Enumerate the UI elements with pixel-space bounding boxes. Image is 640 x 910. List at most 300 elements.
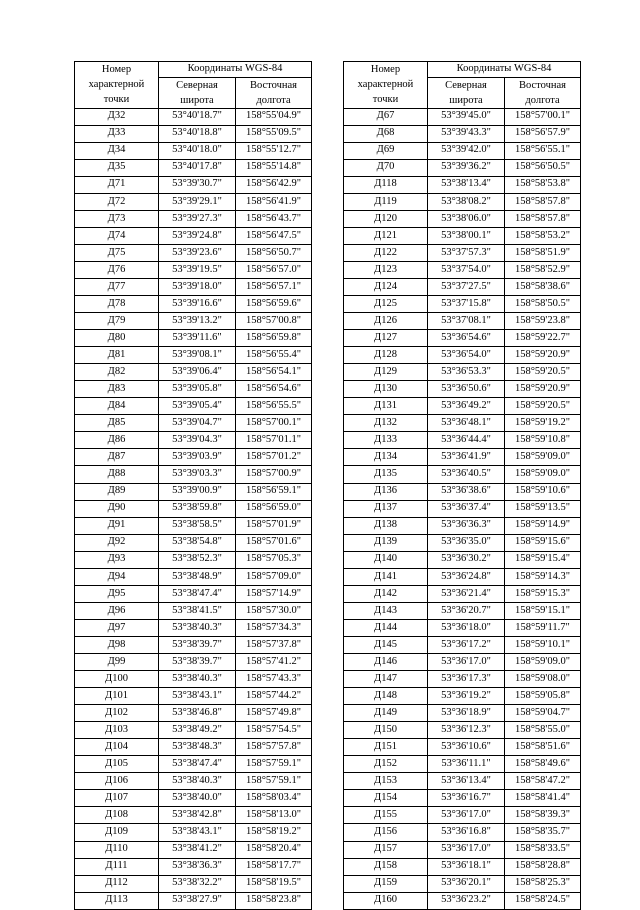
table-row	[344, 807, 581, 824]
latitude-cell: 53°38'48.9"	[159, 568, 236, 585]
table-row	[75, 807, 312, 824]
latitude-cell: 53°38'00.1"	[428, 227, 505, 244]
latitude-cell: 53°36'23.2"	[428, 892, 505, 909]
longitude-cell: 158°56'55.4"	[236, 347, 312, 364]
table-row	[344, 261, 581, 278]
table-row	[344, 739, 581, 756]
point-number-cell: Д128	[344, 347, 428, 364]
longitude-cell: 158°56'41.9"	[236, 193, 312, 210]
table-row	[344, 790, 581, 807]
latitude-cell: 53°39'06.4"	[159, 364, 236, 381]
table-row	[75, 108, 312, 125]
coordinates-table-right	[343, 61, 581, 910]
table-row	[75, 619, 312, 636]
latitude-cell: 53°39'05.8"	[159, 381, 236, 398]
longitude-cell: 158°58'03.4"	[236, 790, 312, 807]
latitude-cell: 53°38'36.3"	[159, 858, 236, 875]
point-number-cell: Д76	[75, 261, 159, 278]
longitude-cell: 158°59'14.3"	[505, 568, 581, 585]
latitude-cell: 53°38'40.3"	[159, 671, 236, 688]
table-row	[344, 142, 581, 159]
point-number-cell: Д147	[344, 671, 428, 688]
latitude-cell: 53°36'24.8"	[428, 568, 505, 585]
longitude-cell: 158°57'41.2"	[236, 654, 312, 671]
latitude-cell: 53°39'04.3"	[159, 432, 236, 449]
latitude-cell: 53°38'54.8"	[159, 534, 236, 551]
latitude-cell: 53°38'40.0"	[159, 790, 236, 807]
latitude-cell: 53°39'36.2"	[428, 159, 505, 176]
point-number-cell: Д118	[344, 176, 428, 193]
table-row	[344, 875, 581, 892]
point-number-cell: Д85	[75, 415, 159, 432]
table-row	[344, 210, 581, 227]
point-number-cell: Д101	[75, 688, 159, 705]
latitude-cell: 53°36'18.0"	[428, 619, 505, 636]
longitude-cell: 158°58'53.2"	[505, 227, 581, 244]
latitude-cell: 53°36'12.3"	[428, 722, 505, 739]
longitude-cell: 158°58'52.9"	[505, 261, 581, 278]
latitude-cell: 53°39'05.4"	[159, 398, 236, 415]
latitude-header: Северная широта	[428, 77, 505, 108]
latitude-cell: 53°38'52.3"	[159, 551, 236, 568]
longitude-cell: 158°58'50.5"	[505, 296, 581, 313]
point-number-cell: Д88	[75, 466, 159, 483]
table-row	[75, 773, 312, 790]
point-number-cell: Д103	[75, 722, 159, 739]
latitude-cell: 53°39'13.2"	[159, 313, 236, 330]
point-number-cell: Д98	[75, 636, 159, 653]
point-number-cell: Д97	[75, 619, 159, 636]
table-row	[344, 585, 581, 602]
latitude-cell: 53°36'17.3"	[428, 671, 505, 688]
table-row	[75, 449, 312, 466]
point-number-cell: Д87	[75, 449, 159, 466]
longitude-cell: 158°58'20.4"	[236, 841, 312, 858]
point-number-cell: Д146	[344, 654, 428, 671]
table-row	[344, 125, 581, 142]
table-row	[344, 483, 581, 500]
longitude-cell: 158°56'55.5"	[236, 398, 312, 415]
latitude-cell: 53°38'08.2"	[428, 193, 505, 210]
point-number-cell: Д67	[344, 108, 428, 125]
point-number-cell: Д68	[344, 125, 428, 142]
point-number-cell: Д151	[344, 739, 428, 756]
latitude-cell: 53°38'39.7"	[159, 636, 236, 653]
table-row	[75, 722, 312, 739]
table-body-right	[344, 108, 581, 909]
table-row	[344, 193, 581, 210]
latitude-cell: 53°36'10.6"	[428, 739, 505, 756]
longitude-cell: 158°57'00.8"	[236, 313, 312, 330]
latitude-cell: 53°39'23.6"	[159, 244, 236, 261]
table-row	[344, 432, 581, 449]
latitude-header: Северная широта	[159, 77, 236, 108]
point-number-cell: Д124	[344, 278, 428, 295]
point-number-cell: Д152	[344, 756, 428, 773]
point-number-cell: Д157	[344, 841, 428, 858]
point-number-cell: Д35	[75, 159, 159, 176]
table-row	[75, 296, 312, 313]
longitude-cell: 158°57'37.8"	[236, 636, 312, 653]
point-number-cell: Д72	[75, 193, 159, 210]
table-row	[344, 159, 581, 176]
latitude-cell: 53°37'27.5"	[428, 278, 505, 295]
longitude-header: Восточная долгота	[236, 77, 312, 108]
table-row	[75, 534, 312, 551]
point-number-cell: Д155	[344, 807, 428, 824]
point-number-cell: Д123	[344, 261, 428, 278]
latitude-cell: 53°36'11.1"	[428, 756, 505, 773]
longitude-cell: 158°58'47.2"	[505, 773, 581, 790]
point-number-cell: Д102	[75, 705, 159, 722]
longitude-cell: 158°57'14.9"	[236, 585, 312, 602]
longitude-cell: 158°59'15.3"	[505, 585, 581, 602]
table-row	[75, 193, 312, 210]
table-row	[75, 381, 312, 398]
point-number-cell: Д100	[75, 671, 159, 688]
latitude-cell: 53°39'18.0"	[159, 278, 236, 295]
latitude-cell: 53°36'48.1"	[428, 415, 505, 432]
longitude-cell: 158°57'00.1"	[236, 415, 312, 432]
longitude-cell: 158°57'49.8"	[236, 705, 312, 722]
table-row	[344, 364, 581, 381]
point-number-cell: Д109	[75, 824, 159, 841]
latitude-cell: 53°39'27.3"	[159, 210, 236, 227]
point-number-cell: Д34	[75, 142, 159, 159]
table-row	[75, 517, 312, 534]
table-row	[344, 330, 581, 347]
point-number-cell: Д70	[344, 159, 428, 176]
longitude-cell: 158°58'23.8"	[236, 892, 312, 909]
point-number-cell: Д145	[344, 636, 428, 653]
longitude-cell: 158°59'09.0"	[505, 466, 581, 483]
point-number-cell: Д138	[344, 517, 428, 534]
latitude-cell: 53°39'04.7"	[159, 415, 236, 432]
point-number-cell: Д33	[75, 125, 159, 142]
latitude-cell: 53°36'54.0"	[428, 347, 505, 364]
latitude-cell: 53°36'54.6"	[428, 330, 505, 347]
latitude-cell: 53°37'15.8"	[428, 296, 505, 313]
point-number-cell: Д99	[75, 654, 159, 671]
latitude-cell: 53°38'32.2"	[159, 875, 236, 892]
latitude-cell: 53°39'03.9"	[159, 449, 236, 466]
longitude-cell: 158°57'43.3"	[236, 671, 312, 688]
point-number-cell: Д94	[75, 568, 159, 585]
latitude-cell: 53°37'57.3"	[428, 244, 505, 261]
longitude-cell: 158°59'23.8"	[505, 313, 581, 330]
longitude-cell: 158°55'04.9"	[236, 108, 312, 125]
longitude-cell: 158°55'14.8"	[236, 159, 312, 176]
table-row	[344, 551, 581, 568]
longitude-cell: 158°56'59.6"	[236, 296, 312, 313]
table-row	[344, 176, 581, 193]
coordinates-header: Координаты WGS-84	[428, 62, 581, 78]
point-number-cell: Д156	[344, 824, 428, 841]
latitude-cell: 53°36'40.5"	[428, 466, 505, 483]
latitude-cell: 53°39'45.0"	[428, 108, 505, 125]
point-number-cell: Д83	[75, 381, 159, 398]
latitude-cell: 53°39'29.1"	[159, 193, 236, 210]
point-number-cell: Д144	[344, 619, 428, 636]
latitude-cell: 53°39'24.8"	[159, 227, 236, 244]
point-number-cell: Д113	[75, 892, 159, 909]
longitude-cell: 158°57'59.1"	[236, 773, 312, 790]
point-number-cell: Д137	[344, 500, 428, 517]
point-number-cell: Д139	[344, 534, 428, 551]
point-number-cell: Д154	[344, 790, 428, 807]
longitude-cell: 158°56'59.1"	[236, 483, 312, 500]
latitude-cell: 53°39'03.3"	[159, 466, 236, 483]
latitude-cell: 53°40'17.8"	[159, 159, 236, 176]
table-row	[75, 636, 312, 653]
latitude-cell: 53°40'18.8"	[159, 125, 236, 142]
longitude-cell: 158°56'54.1"	[236, 364, 312, 381]
latitude-cell: 53°38'40.3"	[159, 773, 236, 790]
latitude-cell: 53°36'19.2"	[428, 688, 505, 705]
table-row	[75, 705, 312, 722]
point-number-cell: Д140	[344, 551, 428, 568]
longitude-cell: 158°56'59.8"	[236, 330, 312, 347]
longitude-cell: 158°56'43.7"	[236, 210, 312, 227]
longitude-cell: 158°59'15.4"	[505, 551, 581, 568]
table-row	[344, 568, 581, 585]
longitude-cell: 158°59'20.5"	[505, 364, 581, 381]
point-number-cell: Д112	[75, 875, 159, 892]
table-row	[75, 824, 312, 841]
latitude-cell: 53°36'16.7"	[428, 790, 505, 807]
latitude-cell: 53°38'48.3"	[159, 739, 236, 756]
longitude-cell: 158°57'01.9"	[236, 517, 312, 534]
point-number-cell: Д95	[75, 585, 159, 602]
table-row	[344, 534, 581, 551]
table-row	[75, 654, 312, 671]
latitude-cell: 53°38'47.4"	[159, 756, 236, 773]
table-row	[75, 841, 312, 858]
table-row	[75, 142, 312, 159]
latitude-cell: 53°38'27.9"	[159, 892, 236, 909]
table-row	[344, 466, 581, 483]
point-number-cell: Д104	[75, 739, 159, 756]
longitude-cell: 158°56'50.5"	[505, 159, 581, 176]
point-number-cell: Д150	[344, 722, 428, 739]
table-row	[75, 688, 312, 705]
table-row	[344, 824, 581, 841]
longitude-cell: 158°56'57.1"	[236, 278, 312, 295]
latitude-cell: 53°39'00.9"	[159, 483, 236, 500]
latitude-cell: 53°38'46.8"	[159, 705, 236, 722]
point-number-cell: Д86	[75, 432, 159, 449]
longitude-cell: 158°58'51.9"	[505, 244, 581, 261]
point-number-cell: Д142	[344, 585, 428, 602]
latitude-cell: 53°38'13.4"	[428, 176, 505, 193]
point-number-cell: Д84	[75, 398, 159, 415]
table-row	[75, 159, 312, 176]
latitude-cell: 53°39'19.5"	[159, 261, 236, 278]
longitude-cell: 158°58'41.4"	[505, 790, 581, 807]
longitude-cell: 158°58'53.8"	[505, 176, 581, 193]
point-number-cell: Д126	[344, 313, 428, 330]
table-row	[344, 602, 581, 619]
point-number-cell: Д130	[344, 381, 428, 398]
longitude-cell: 158°59'14.9"	[505, 517, 581, 534]
point-number-cell: Д69	[344, 142, 428, 159]
latitude-cell: 53°39'42.0"	[428, 142, 505, 159]
point-number-cell: Д121	[344, 227, 428, 244]
table-row	[75, 875, 312, 892]
table-row	[75, 585, 312, 602]
latitude-cell: 53°38'06.0"	[428, 210, 505, 227]
point-number-cell: Д81	[75, 347, 159, 364]
table-row	[344, 671, 581, 688]
point-number-cell: Д131	[344, 398, 428, 415]
longitude-cell: 158°57'01.1"	[236, 432, 312, 449]
longitude-cell: 158°56'59.0"	[236, 500, 312, 517]
table-row	[75, 858, 312, 875]
point-number-cell: Д127	[344, 330, 428, 347]
table-row	[75, 398, 312, 415]
latitude-cell: 53°36'16.8"	[428, 824, 505, 841]
longitude-cell: 158°57'54.5"	[236, 722, 312, 739]
table-row	[344, 773, 581, 790]
coordinates-header: Координаты WGS-84	[159, 62, 312, 78]
longitude-cell: 158°59'08.0"	[505, 671, 581, 688]
longitude-cell: 158°56'57.0"	[236, 261, 312, 278]
longitude-cell: 158°55'09.5"	[236, 125, 312, 142]
table-row	[344, 705, 581, 722]
table-row	[344, 756, 581, 773]
table-row	[344, 517, 581, 534]
longitude-cell: 158°58'17.7"	[236, 858, 312, 875]
longitude-cell: 158°57'00.9"	[236, 466, 312, 483]
point-number-cell: Д92	[75, 534, 159, 551]
longitude-cell: 158°59'20.5"	[505, 398, 581, 415]
latitude-cell: 53°39'43.3"	[428, 125, 505, 142]
point-number-cell: Д135	[344, 466, 428, 483]
latitude-cell: 53°39'08.1"	[159, 347, 236, 364]
latitude-cell: 53°36'21.4"	[428, 585, 505, 602]
latitude-cell: 53°36'53.3"	[428, 364, 505, 381]
table-row	[344, 619, 581, 636]
coordinates-table-left	[74, 61, 312, 910]
longitude-cell: 158°58'19.5"	[236, 875, 312, 892]
longitude-cell: 158°57'00.1"	[505, 108, 581, 125]
latitude-cell: 53°36'41.9"	[428, 449, 505, 466]
point-number-header: Номер характерной точки	[344, 62, 428, 109]
point-number-cell: Д148	[344, 688, 428, 705]
longitude-cell: 158°56'50.7"	[236, 244, 312, 261]
table-row	[75, 892, 312, 909]
latitude-cell: 53°36'30.2"	[428, 551, 505, 568]
table-row	[75, 347, 312, 364]
point-number-cell: Д108	[75, 807, 159, 824]
table-row	[344, 108, 581, 125]
table-row	[75, 432, 312, 449]
longitude-cell: 158°57'05.3"	[236, 551, 312, 568]
longitude-cell: 158°58'49.6"	[505, 756, 581, 773]
table-row	[344, 654, 581, 671]
point-number-cell: Д125	[344, 296, 428, 313]
point-number-cell: Д107	[75, 790, 159, 807]
longitude-cell: 158°58'33.5"	[505, 841, 581, 858]
table-row	[75, 125, 312, 142]
table-row	[344, 415, 581, 432]
table-row	[344, 688, 581, 705]
table-row	[75, 568, 312, 585]
table-row	[75, 671, 312, 688]
table-row	[344, 347, 581, 364]
longitude-cell: 158°58'57.8"	[505, 210, 581, 227]
longitude-cell: 158°57'34.3"	[236, 619, 312, 636]
table-row	[344, 500, 581, 517]
table-row	[75, 756, 312, 773]
point-number-cell: Д77	[75, 278, 159, 295]
longitude-cell: 158°57'59.1"	[236, 756, 312, 773]
latitude-cell: 53°38'47.4"	[159, 585, 236, 602]
latitude-cell: 53°38'40.3"	[159, 619, 236, 636]
latitude-cell: 53°38'49.2"	[159, 722, 236, 739]
longitude-cell: 158°59'04.7"	[505, 705, 581, 722]
longitude-cell: 158°58'25.3"	[505, 875, 581, 892]
latitude-cell: 53°36'17.2"	[428, 636, 505, 653]
longitude-cell: 158°59'05.8"	[505, 688, 581, 705]
longitude-cell: 158°59'22.7"	[505, 330, 581, 347]
point-number-cell: Д105	[75, 756, 159, 773]
point-number-cell: Д89	[75, 483, 159, 500]
table-row	[344, 841, 581, 858]
longitude-cell: 158°58'38.6"	[505, 278, 581, 295]
table-row	[344, 636, 581, 653]
longitude-cell: 158°58'13.0"	[236, 807, 312, 824]
longitude-cell: 158°56'57.9"	[505, 125, 581, 142]
latitude-cell: 53°39'30.7"	[159, 176, 236, 193]
table-row	[344, 278, 581, 295]
table-row	[75, 244, 312, 261]
point-number-cell: Д159	[344, 875, 428, 892]
latitude-cell: 53°36'37.4"	[428, 500, 505, 517]
longitude-cell: 158°59'09.0"	[505, 449, 581, 466]
longitude-cell: 158°59'15.6"	[505, 534, 581, 551]
longitude-cell: 158°59'20.9"	[505, 347, 581, 364]
point-number-cell: Д79	[75, 313, 159, 330]
point-number-cell: Д149	[344, 705, 428, 722]
point-number-cell: Д132	[344, 415, 428, 432]
table-row	[75, 261, 312, 278]
point-number-cell: Д32	[75, 108, 159, 125]
longitude-cell: 158°57'30.0"	[236, 602, 312, 619]
point-number-cell: Д90	[75, 500, 159, 517]
longitude-cell: 158°56'54.6"	[236, 381, 312, 398]
point-number-cell: Д96	[75, 602, 159, 619]
longitude-cell: 158°56'55.1"	[505, 142, 581, 159]
table-row	[75, 210, 312, 227]
table-row	[75, 739, 312, 756]
point-number-cell: Д153	[344, 773, 428, 790]
longitude-cell: 158°58'28.8"	[505, 858, 581, 875]
latitude-cell: 53°36'50.6"	[428, 381, 505, 398]
longitude-cell: 158°59'20.9"	[505, 381, 581, 398]
longitude-cell: 158°58'19.2"	[236, 824, 312, 841]
table-row	[75, 500, 312, 517]
longitude-cell: 158°59'09.0"	[505, 654, 581, 671]
table-row	[344, 858, 581, 875]
latitude-cell: 53°36'20.7"	[428, 602, 505, 619]
table-row	[344, 892, 581, 909]
latitude-cell: 53°39'16.6"	[159, 296, 236, 313]
latitude-cell: 53°36'44.4"	[428, 432, 505, 449]
latitude-cell: 53°36'18.9"	[428, 705, 505, 722]
longitude-cell: 158°59'10.6"	[505, 483, 581, 500]
point-number-cell: Д133	[344, 432, 428, 449]
